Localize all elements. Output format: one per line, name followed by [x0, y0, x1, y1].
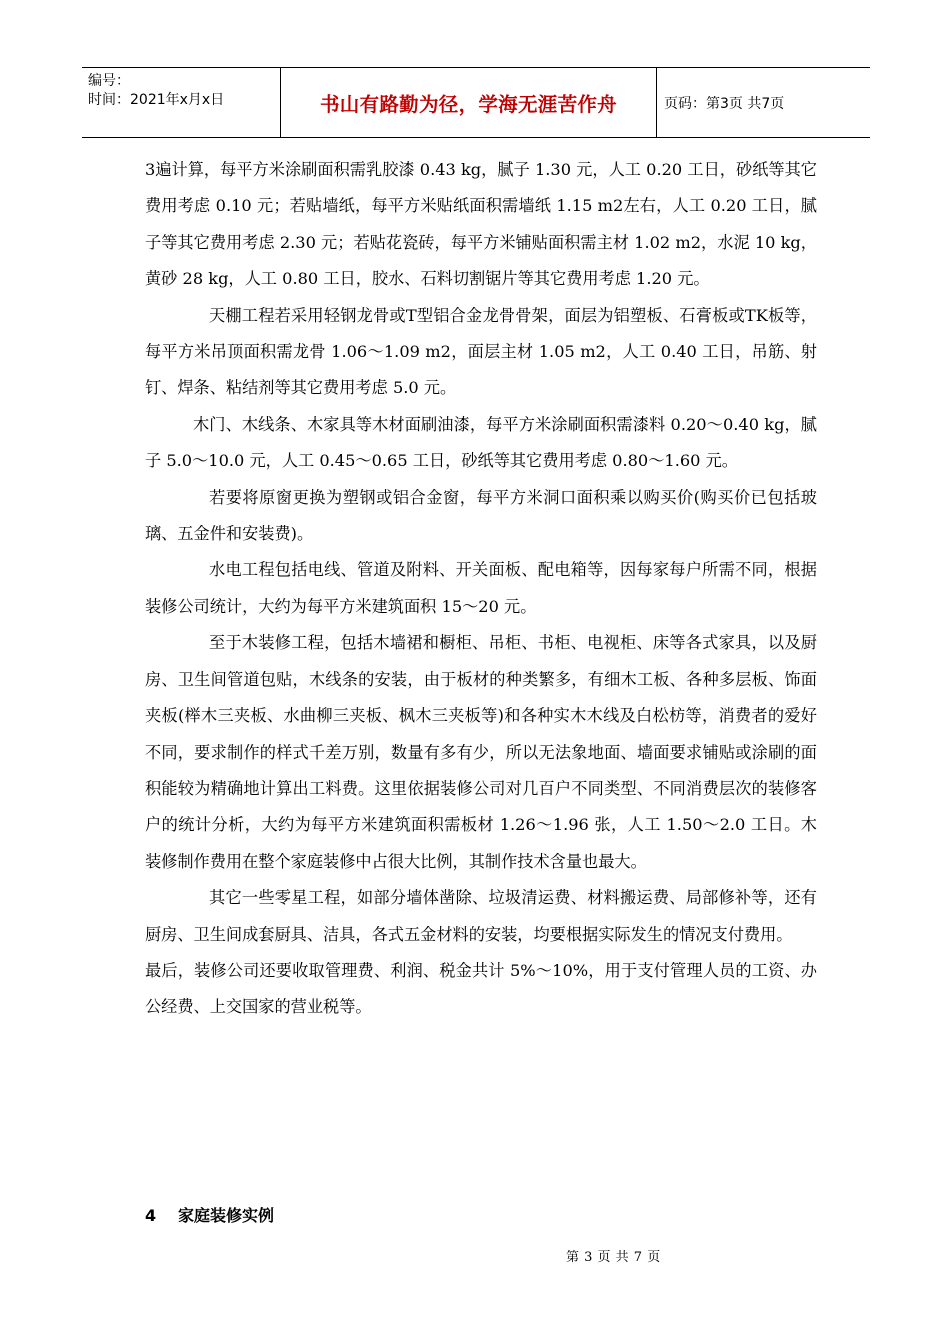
- paragraph: 若要将原窗更换为塑钢或铝合金窗，每平方米洞口面积乘以购买价(购买价已包括玻璃、五金件和安装费)。: [145, 487, 817, 544]
- header-meta: [82, 68, 281, 137]
- paragraph: 其它一些零星工程，如部分墙体凿除、垃圾清运费、材料搬运费、局部修补等，还有厨房、卫生间成套厨具、洁具，各式五金材料的安装，均要根据实际发生的情况支付费用。: [145, 888, 817, 944]
- paragraph: 3遍计算，每平方米涂刷面积需乳胶漆 0.43 kg，腻子 1.30 元，人工 0.20 工日，砂纸等其它费用考虑 0.10 元；若贴墙纸，每平方米贴纸面积需墙纸 1.15 m2左右，人工 0.20 工日，腻子等其它费用考虑 2.30 元；若贴花瓷砖，每平方米铺贴面积需主材 1.02 m2，水泥 10 kg，黄砂 28 kg，人工 0.80 工日，胶水、石料切割锯片等其它费用考虑 1.20 元。: [145, 160, 817, 289]
- paragraph: 最后，装修公司还要收取管理费、利润、税金共计 5%～10%，用于支付管理人员的工资、办公经费、上交国家的营业税等。: [145, 960, 817, 1017]
- header-time-label: 时间：2021年x月x日: [88, 92, 225, 108]
- page-footer: 第 3 页 共 7 页: [566, 1250, 661, 1265]
- paragraph: 水电工程包括电线、管道及附料、开关面板、配电箱等，因每家每户所需不同，根据装修公司统计，大约为每平方米建筑面积 15～20 元。: [145, 560, 817, 616]
- paragraph: 天棚工程若采用轻钢龙骨或T型铝合金龙骨骨架，面层为铝塑板、石膏板或TK板等，每平方米吊顶面积需龙骨 1.06～1.09 m2，面层主材 1.05 m2，人工 0.40 工日，吊筋、射钉、焊条、粘结剂等其它费用考虑 5.0 元。: [145, 305, 817, 398]
- section-number: 4: [145, 1206, 157, 1225]
- header-motto: 书山有路勤为径，学海无涯苦作舟: [281, 68, 657, 137]
- section-title: 家庭装修实例: [178, 1206, 275, 1225]
- header-page-info: 页码：第3页 共7页: [664, 95, 785, 112]
- paragraph: 至于木装修工程，包括木墙裙和橱柜、吊柜、书柜、电视柜、床等各式家具，以及厨房、卫生间管道包贴，木线条的安装，由于板材的种类繁多，有细木工板、各种多层板、饰面夹板(榉木三夹板、水曲柳三夹板、枫木三夹板等)和各种实木木线及白松枋等，消费者的爱好不同，要求制作的样式千差万别，数量有多有少，所以无法象地面、墙面要求铺贴或涂刷的面积能较为精确地计算出工料费。这里依据装修公司对几百户不同类型、不同消费层次的装修客户的统计分析，大约为每平方米建筑面积需板材 1.26～1.96 张，人工 1.50～2.0 工日。木装修制作费用在整个家庭装修中占很大比例，其制作技术含量也最大。: [145, 633, 817, 871]
- section-heading: [145, 1203, 274, 1226]
- document-body: [145, 152, 817, 1026]
- paragraph: 木门、木线条、木家具等木材面刷油漆，每平方米涂刷面积需漆料 0.20～0.40 kg，腻子 5.0～10.0 元，人工 0.45～0.65 工日，砂纸等其它费用考虑 0.80～1.60 元。: [145, 414, 817, 471]
- page-header: [82, 67, 870, 138]
- header-number-label: 编号：: [88, 73, 130, 89]
